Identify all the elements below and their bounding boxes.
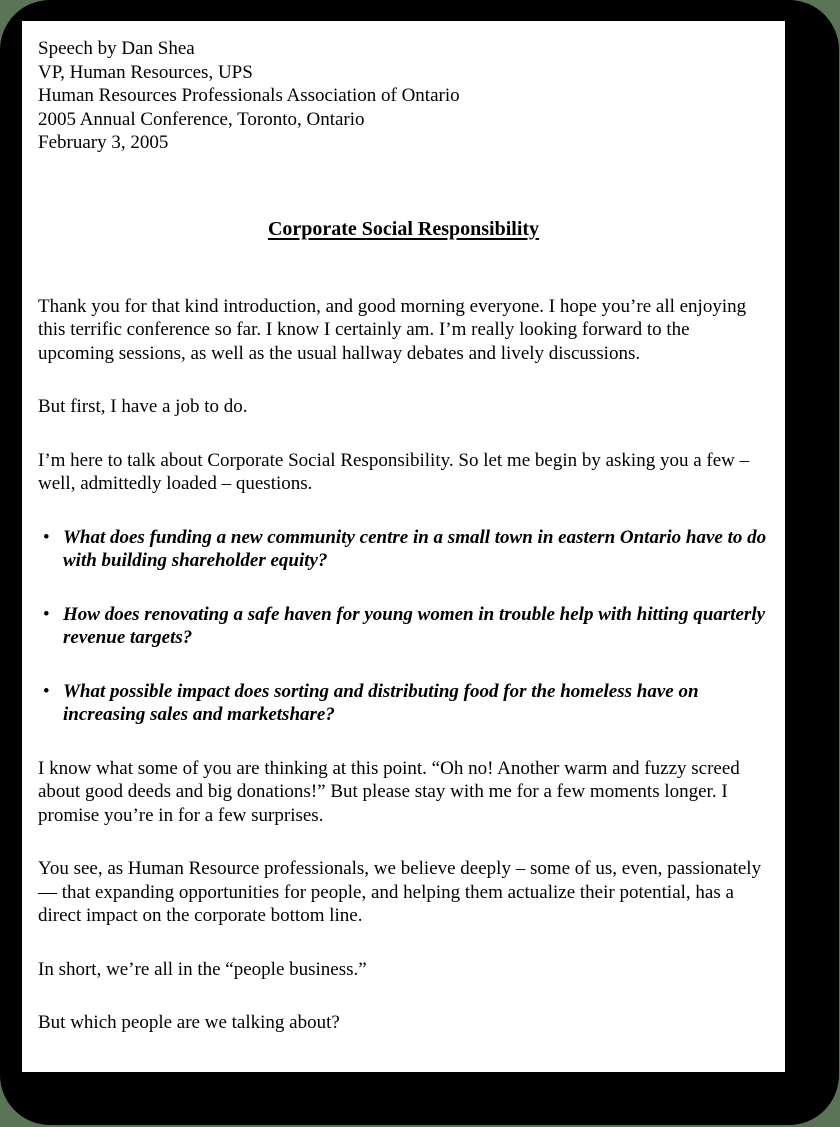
paragraph-closing-3: In short, we’re all in the “people business.” xyxy=(38,958,367,980)
paragraph-closing-1: I know what some of you are thinking at this point. “Oh no! Another warm and fuzzy screed about good deeds and big donations!” But please stay with me for a few moments longer. I promise you’re in for a few surprises. xyxy=(38,757,740,826)
header-line-date: February 3, 2005 xyxy=(38,132,169,153)
document-title-text: Corporate Social Responsibility xyxy=(267,217,540,240)
paragraph-closing-4: But which people are we talking about? xyxy=(38,1012,340,1033)
document-content xyxy=(22,21,785,1035)
paragraph-closing-2: You see, as Human Resource professionals, we believe deeply – some of us, even, passionately — that expanding opportunities for people, and helping them actualize their potential, has a direct impact on the corporate bottom line. xyxy=(38,858,762,926)
bullet-question-text: What possible impact does sorting and distributing food for the homeless have on increasing sales and marketshare? xyxy=(63,680,699,725)
paragraph-intro-2: But first, I have a job to do. xyxy=(38,396,248,417)
header-line-conference: 2005 Annual Conference, Toronto, Ontario xyxy=(38,108,365,130)
header-line-speaker: Speech by Dan Shea xyxy=(38,38,195,59)
bullet-question-text: How does renovating a safe haven for young women in trouble help with hitting quarterly revenue targets? xyxy=(63,603,766,648)
paragraph-intro-1: Thank you for that kind introduction, and good morning everyone. I hope you’re all enjoying this terrific conference so far. I know I certainly am. I’m really looking forward to the upcoming sessions, as well as the usual hallway debates and lively discussions. xyxy=(38,295,747,364)
bullet-item-safe-haven xyxy=(38,603,769,650)
document-header xyxy=(38,37,769,155)
bullet-point-icon: • xyxy=(43,526,50,548)
document-page xyxy=(22,21,785,1072)
document-title xyxy=(38,217,769,241)
header-line-association: Human Resources Professionals Association of Ontario xyxy=(38,85,460,106)
header-line-role: VP, Human Resources, UPS xyxy=(38,61,253,83)
bullet-point-icon: • xyxy=(43,680,50,702)
bullet-question-list xyxy=(38,526,769,727)
paragraph-intro-3: I’m here to talk about Corporate Social Responsibility. So let me begin by asking you a few – well, admittedly loaded – questions. xyxy=(38,449,750,494)
bullet-item-food-homeless xyxy=(38,680,769,727)
bullet-point-icon: • xyxy=(43,603,50,625)
bullet-item-community-centre xyxy=(38,526,769,573)
bullet-question-text: What does funding a new community centre in a small town in eastern Ontario have to do with building shareholder equity? xyxy=(63,526,767,571)
